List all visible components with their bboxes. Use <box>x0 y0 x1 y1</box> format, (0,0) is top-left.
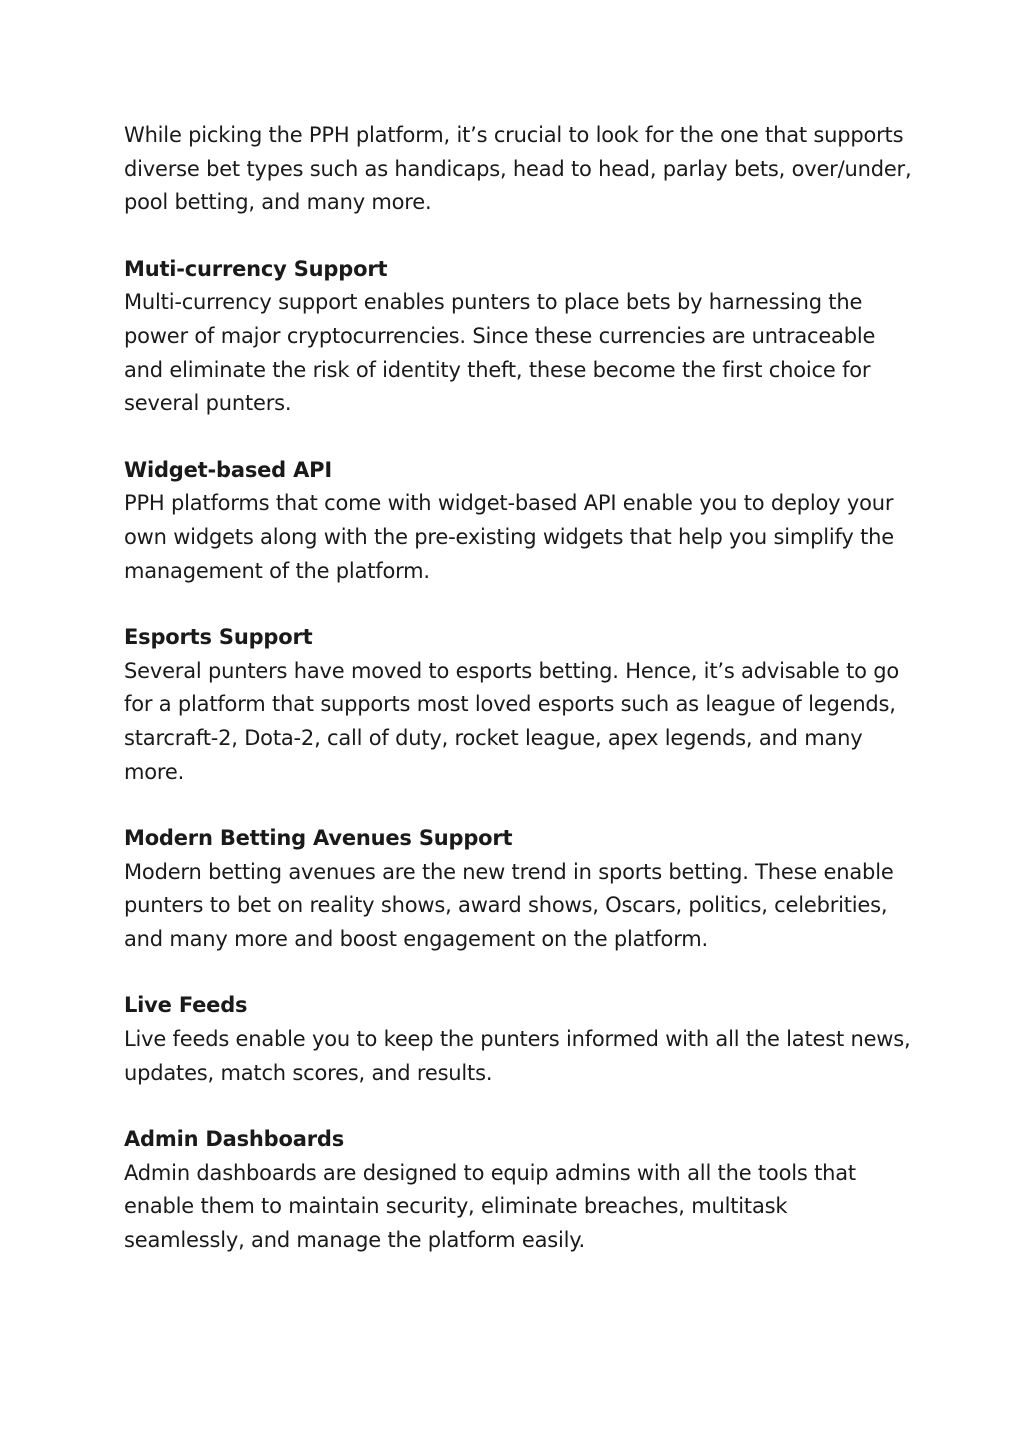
section-heading: Widget-based API <box>124 457 332 482</box>
section-widget-api <box>124 454 914 588</box>
section-heading: Esports Support <box>124 625 313 650</box>
section-live-feeds <box>124 989 914 1090</box>
section-modern-avenues <box>124 822 914 956</box>
section-multi-currency <box>124 253 914 421</box>
section-body: Live feeds enable you to keep the punters informed with all the latest news, updates, match scores, and results. <box>124 1027 911 1085</box>
section-heading: Live Feeds <box>124 993 248 1018</box>
section-heading: Admin Dashboards <box>124 1127 344 1152</box>
section-heading: Muti-currency Support <box>124 256 388 281</box>
section-body: Multi-currency support enables punters to place bets by harnessing the power of major cryptocurrencies. Since these currencies are untraceable and eliminate the risk of identity theft, these become the first choice for several punters. <box>124 290 876 416</box>
section-body: Several punters have moved to esports betting. Hence, it’s advisable to go for a platform that supports most loved esports such as league of legends, starcraft-2, Dota-2, call of duty, rocket league, apex legends, and many more. <box>124 658 900 784</box>
section-heading: Modern Betting Avenues Support <box>124 826 513 851</box>
section-body: PPH platforms that come with widget-based API enable you to deploy your own widgets along with the pre-existing widgets that help you simplify the management of the platform. <box>124 491 894 583</box>
section-admin-dashboards <box>124 1123 914 1257</box>
section-esports <box>124 621 914 789</box>
document-page <box>124 119 914 1291</box>
section-body: Admin dashboards are designed to equip admins with all the tools that enable them to maintain security, eliminate breaches, multitask seamlessly, and manage the platform easily. <box>124 1160 856 1253</box>
section-body: Modern betting avenues are the new trend in sports betting. These enable punters to bet on reality shows, award shows, Oscars, politics, celebrities, and many more and boost engagement on the platform. <box>124 859 894 951</box>
intro-paragraph: While picking the PPH platform, it’s crucial to look for the one that supports diverse bet types such as handicaps, head to head, parlay bets, over/under, pool betting, and many more. <box>124 123 912 215</box>
